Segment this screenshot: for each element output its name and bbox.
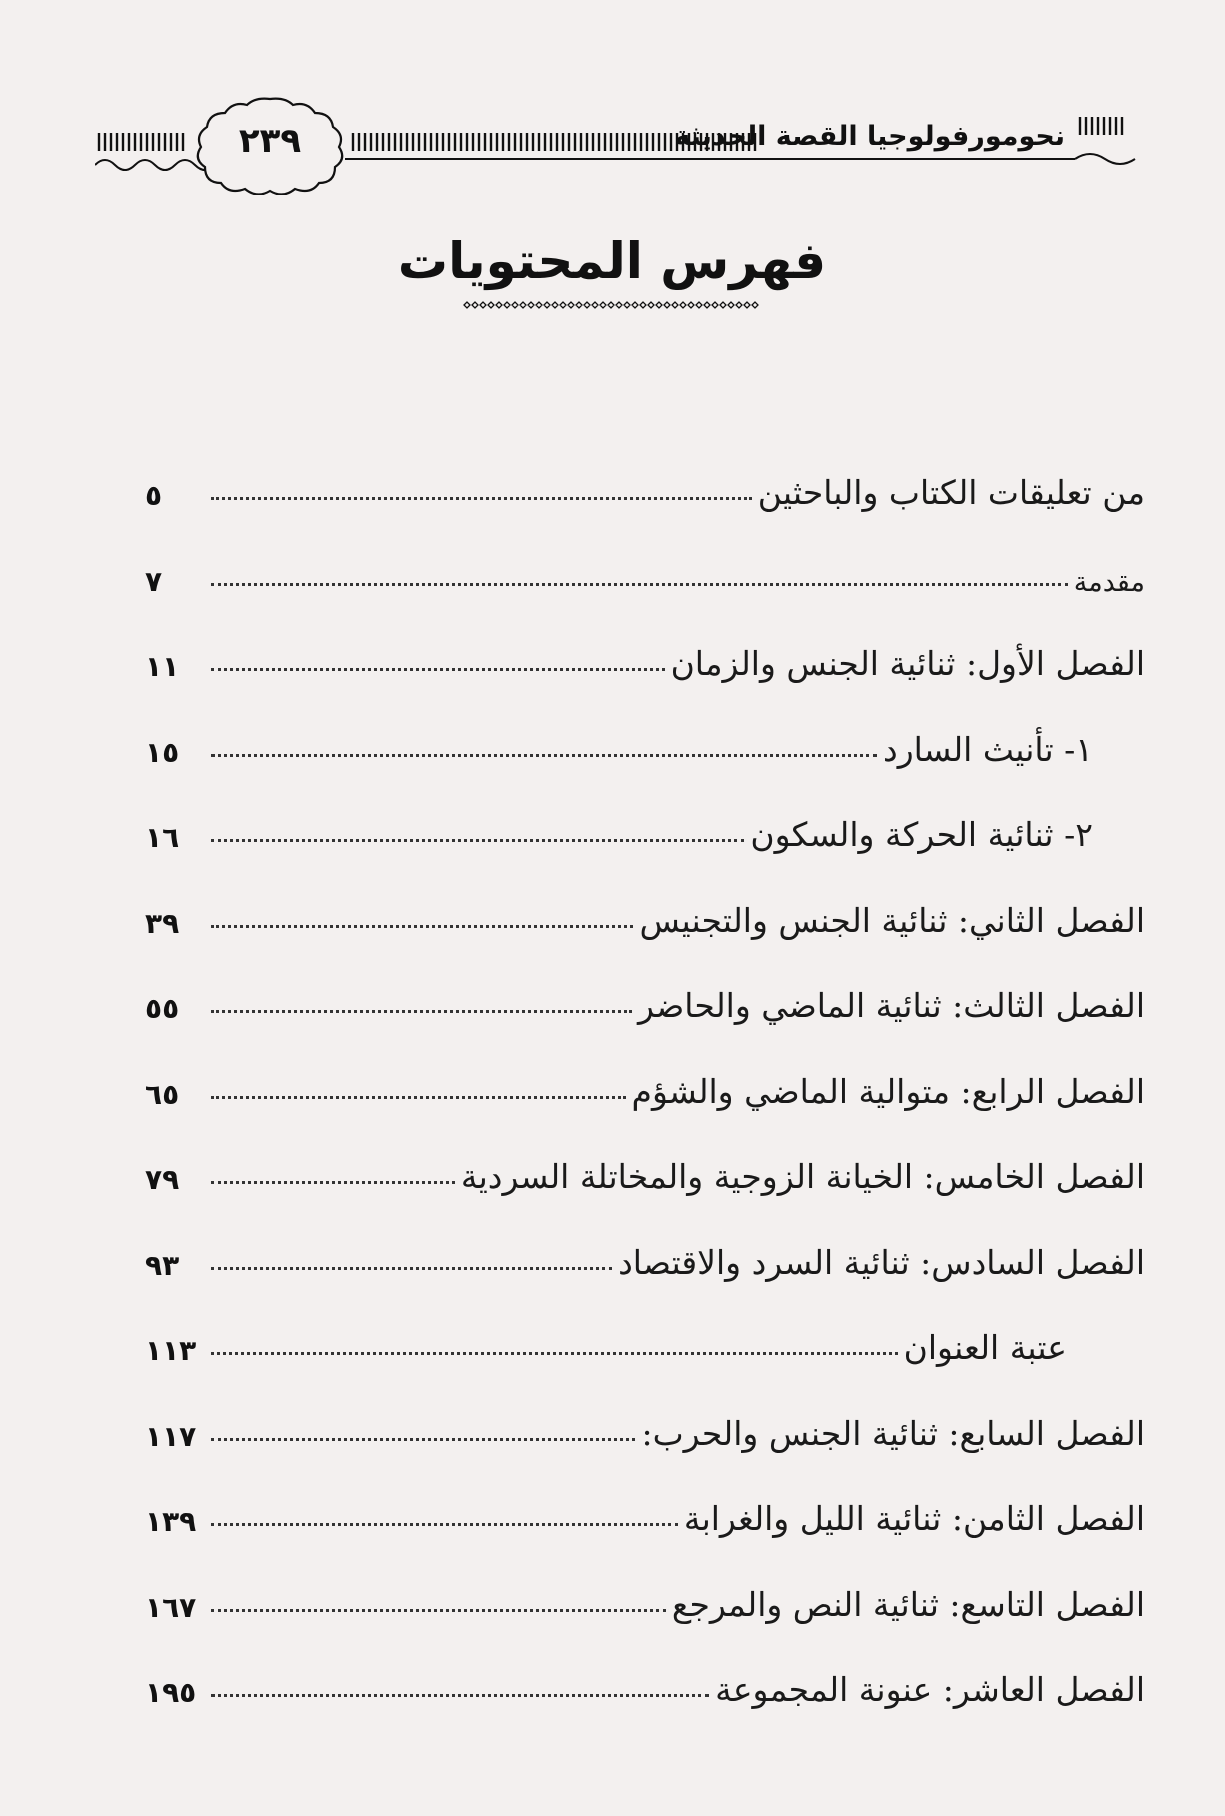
dot-leader: [211, 1267, 612, 1270]
toc-entry-page: ٦٥: [145, 1078, 180, 1111]
toc-entry-title: الفصل السابع: ثنائية الجنس والحرب:: [641, 1414, 1145, 1453]
toc-entry-title: الفصل العاشر: عنونة المجموعة: [715, 1670, 1145, 1709]
dot-leader: [211, 1438, 635, 1441]
toc-entry[interactable]: [145, 623, 1145, 683]
toc-entry[interactable]: [145, 794, 1145, 854]
toc-entry-page: ٧٩: [145, 1163, 180, 1196]
toc-entry-title: مقدمة: [1073, 567, 1145, 598]
running-title: نحومورفولوجيا القصة الحديثة: [674, 121, 1065, 152]
toc-entry-page: ٣٩: [145, 907, 180, 940]
dot-leader: [211, 1352, 898, 1355]
toc-entry[interactable]: [145, 1393, 1145, 1453]
page-number: ٢٣٩: [238, 121, 302, 161]
dot-leader: [211, 1694, 709, 1697]
toc-entry[interactable]: [145, 452, 1145, 512]
dot-leader: [211, 754, 877, 757]
title-underline-ornament: [462, 300, 762, 310]
toc-entry[interactable]: [145, 538, 1145, 598]
toc-entry-title: الفصل الثاني: ثنائية الجنس والتجنيس: [639, 901, 1145, 940]
toc-entry-page: ١٩٥: [145, 1676, 197, 1709]
toc-entry-title: الفصل التاسع: ثنائية النص والمرجع: [671, 1585, 1145, 1624]
dot-leader: [211, 1181, 455, 1184]
toc-entry[interactable]: [145, 1564, 1145, 1624]
page-title: فهرس المحتويات: [397, 232, 827, 290]
dot-leader: [211, 583, 1068, 586]
toc-entry[interactable]: [145, 1478, 1145, 1538]
toc-entry-title: عتبة العنوان: [903, 1328, 1067, 1367]
toc-entry-page: ١٣٩: [145, 1505, 197, 1538]
toc-entry-page: ٧: [145, 565, 163, 598]
dot-leader: [211, 668, 665, 671]
toc-entry-title: الفصل الأول: ثنائية الجنس والزمان: [670, 644, 1145, 683]
toc-entry-page: ١٦: [145, 821, 180, 854]
toc-entry[interactable]: [145, 1222, 1145, 1282]
toc-entry[interactable]: [145, 1307, 1145, 1367]
toc-entry-page: ١١٧: [145, 1420, 197, 1453]
dot-leader: [211, 497, 752, 500]
toc-entry[interactable]: [145, 709, 1145, 769]
toc-entry-page: ٥٥: [145, 992, 180, 1025]
toc-entry-page: ١٥: [145, 736, 180, 769]
toc-entry[interactable]: [145, 1649, 1145, 1709]
dot-leader: [211, 925, 633, 928]
toc-entry-title: ١- تأنيث السارد: [883, 730, 1093, 769]
toc-entry-title: الفصل الرابع: متوالية الماضي والشؤم: [631, 1072, 1145, 1111]
toc-entry-title: الفصل السادس: ثنائية السرد والاقتصاد: [618, 1243, 1145, 1282]
toc-entry-page: ٥: [145, 479, 163, 512]
toc-entry-page: ١٦٧: [145, 1591, 197, 1624]
toc-entry[interactable]: [145, 1051, 1145, 1111]
dot-leader: [211, 1523, 678, 1526]
dot-leader: [211, 1096, 626, 1099]
toc-entry[interactable]: [145, 1136, 1145, 1196]
toc-entry-page: ١١: [145, 650, 180, 683]
dot-leader: [211, 1010, 632, 1013]
toc-entry-page: ٩٣: [145, 1249, 180, 1282]
toc-entry-title: ٢- ثنائية الحركة والسكون: [750, 815, 1093, 854]
toc-entry-title: الفصل الثامن: ثنائية الليل والغرابة: [683, 1499, 1145, 1538]
toc-entry[interactable]: [145, 880, 1145, 940]
toc-entry[interactable]: [145, 965, 1145, 1025]
running-header: [95, 95, 1145, 195]
toc-entry-title: الفصل الثالث: ثنائية الماضي والحاضر: [638, 986, 1145, 1025]
dot-leader: [211, 839, 744, 842]
toc-entry-title: من تعليقات الكتاب والباحثين: [757, 473, 1145, 512]
dot-leader: [211, 1609, 666, 1612]
toc-entry-page: ١١٣: [145, 1334, 197, 1367]
toc-entry-title: الفصل الخامس: الخيانة الزوجية والمخاتلة السردية: [460, 1157, 1145, 1196]
